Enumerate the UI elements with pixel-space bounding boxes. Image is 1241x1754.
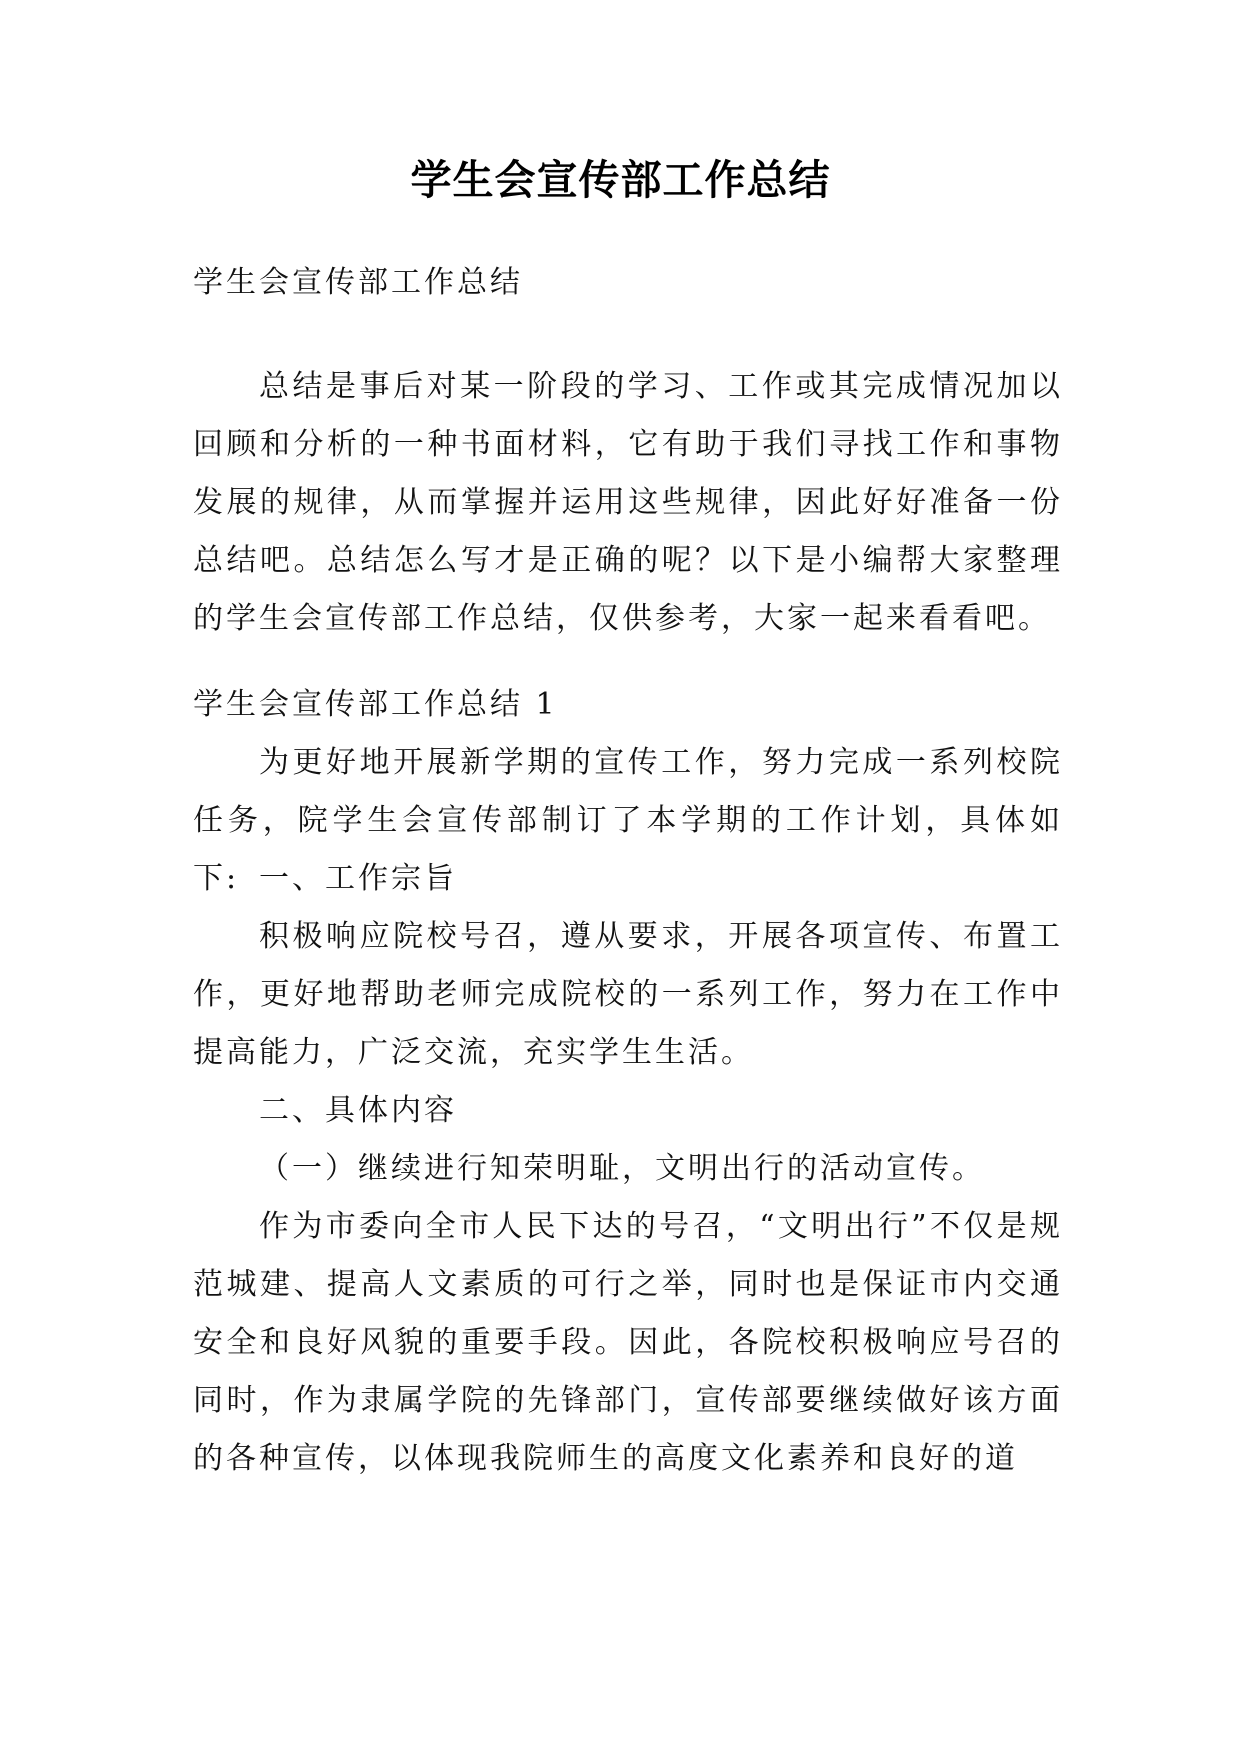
section-paragraph: 为更好地开展新学期的宣传工作，努力完成一系列校院任务，院学生会宣传部制订了本学期的工作计划，具体如下: (193, 745, 1063, 896)
document-subtitle: 学生会宣传部工作总结 (193, 265, 523, 300)
intro-paragraph: 总结是事后对某一阶段的学习、工作或其完成情况加以回顾和分析的一种书面材料，它有助于我们寻找工作和事物发展的规律，从而掌握并运用这些规律，因此好好准备一份总结吧。总结怎么写才是正确的呢？以下是小编帮大家整理的学生会宣传部工作总结，仅供参考，大家一起来看看吧。 (193, 369, 1063, 636)
content-subheading: （一）继续进行知荣明耻，文明出行的活动宣传。 (259, 1151, 985, 1186)
section-heading: 学生会宣传部工作总结 1 (193, 687, 558, 722)
purpose-paragraph: 积极响应院校号召，遵从要求，开展各项宣传、布置工作，更好地帮助老师完成院校的一系列工作，努力在工作中提高能力，广泛交流，充实学生生活。 (193, 919, 1063, 1070)
purpose-heading: 一、工作宗旨 (259, 861, 457, 896)
document-title: 学生会宣传部工作总结 (410, 156, 831, 204)
content-paragraph: 作为市委向全市人民下达的号召，“文明出行”不仅是规范城建、提高人文素质的可行之举，同时也是保证市内交通安全和良好风貌的重要手段。因此，各院校积极响应号召的同时，作为隶属学院的先锋部门，宣传部要继续做好该方面的各种宣传，以体现我院师生的高度文化素养和良好的道 (193, 1209, 1063, 1476)
content-heading: 二、具体内容 (259, 1093, 457, 1128)
